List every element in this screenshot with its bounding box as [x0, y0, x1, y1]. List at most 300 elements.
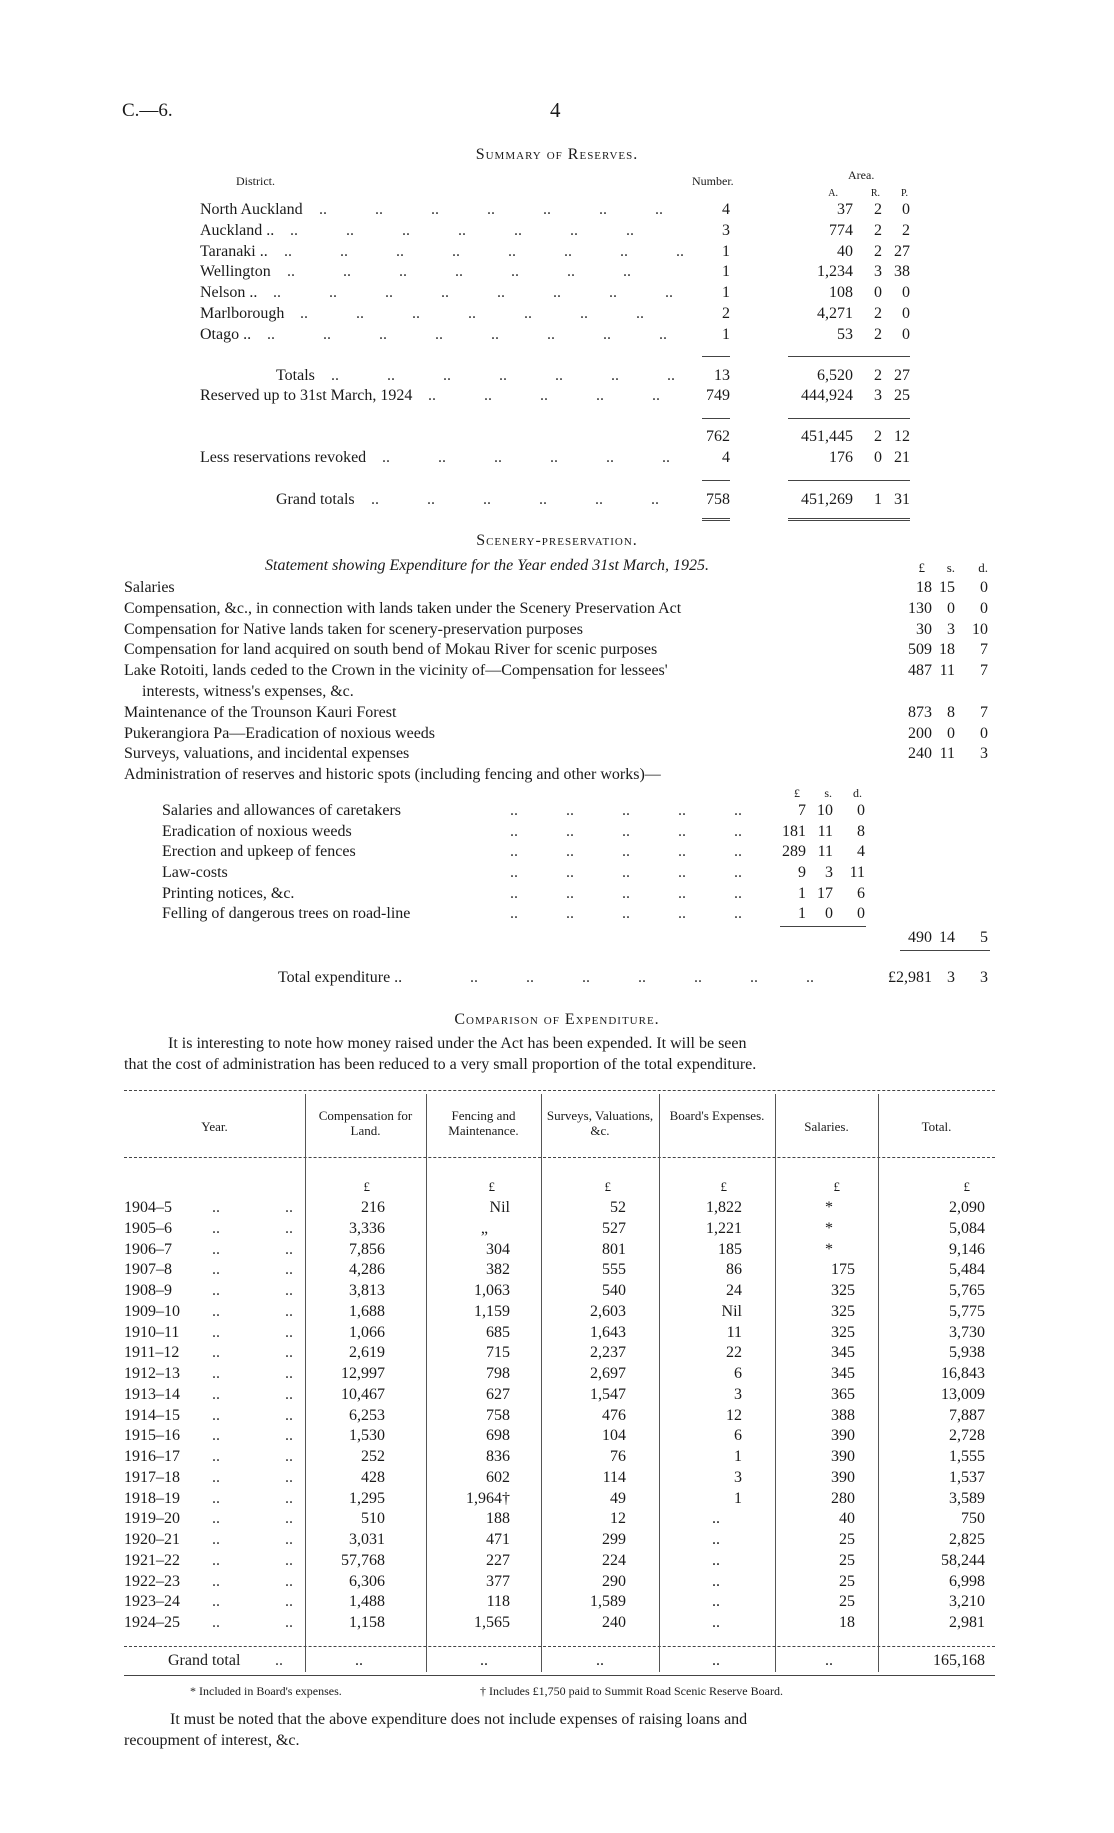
acres-cell: 4,271 [817, 305, 853, 322]
value-cell: 13,009 [941, 1385, 985, 1403]
administration-total [0, 928, 1114, 948]
administration-item [0, 904, 1114, 924]
column-header: Board's Expenses. [669, 1108, 765, 1123]
leader-dots: .. .. .. .. .. [510, 884, 742, 902]
item-label: Lake Rotoiti, lands ceded to the Crown in the vicinity of—Compensation for lessees' [124, 662, 668, 680]
perches-cell: 2 [902, 221, 910, 239]
value-cell: 5,938 [949, 1344, 985, 1362]
pounds-cell: 1 [798, 884, 806, 902]
value-cell: 836 [486, 1448, 510, 1465]
value-cell: 49 [610, 1489, 626, 1507]
column-header: Fencing and Maintenance. [448, 1108, 519, 1138]
currency-unit: £ [488, 1179, 495, 1194]
perches-cell: 25 [894, 387, 910, 404]
acres-cell: 176 [829, 449, 853, 466]
shillings-cell: 3 [825, 864, 833, 881]
pounds-cell: 200 [908, 724, 932, 742]
value-cell: 10,467 [341, 1385, 385, 1403]
shillings-cell: 3 [947, 620, 955, 638]
area-unit-label: P. [901, 188, 908, 199]
value-cell: 7,856 [349, 1240, 385, 1258]
roods-cell: 0 [874, 284, 882, 302]
number-cell: 4 [722, 449, 730, 466]
year-cell: 1921–22 [124, 1551, 180, 1569]
year-cell: 1917–18 [124, 1468, 180, 1486]
rule [702, 480, 730, 481]
perches-cell: 0 [902, 284, 910, 302]
column-header: Salaries. [804, 1119, 849, 1134]
leader-dots: .. [285, 1531, 293, 1548]
area-units [0, 189, 1114, 199]
rule [900, 950, 990, 951]
summary-title: Summary of Reserves. [475, 146, 639, 163]
value-cell: 2,237 [590, 1344, 626, 1362]
roods-cell: 2 [874, 367, 882, 384]
currency-unit: £ [604, 1179, 611, 1194]
table-row [0, 1323, 1114, 1343]
rule [788, 480, 910, 481]
value-cell: 377 [486, 1572, 510, 1590]
leader-dots: .. [285, 1572, 293, 1590]
perches-cell: 31 [894, 491, 910, 508]
leader-dots: .. [285, 1448, 293, 1465]
leader-dots: .. [285, 1365, 293, 1382]
item-label: Law-costs [162, 864, 228, 881]
value-cell: 510 [361, 1510, 385, 1528]
value-cell: .. [712, 1572, 720, 1590]
number-cell: 1 [722, 242, 730, 260]
value-cell: 388 [831, 1406, 855, 1424]
roods-cell: 2 [874, 305, 882, 322]
value-cell: 3 [734, 1468, 742, 1486]
value-cell: 365 [831, 1385, 855, 1403]
table-row [0, 1572, 1114, 1592]
leader-dots: .. [285, 1199, 293, 1216]
value-cell: 2,090 [949, 1199, 985, 1216]
leader-dots: .. [212, 1365, 220, 1382]
value-cell: 325 [831, 1282, 855, 1299]
acres-cell: 451,445 [801, 428, 853, 445]
roods-cell: 3 [874, 387, 882, 404]
pence-cell: 8 [857, 822, 865, 840]
shillings-cell: 18 [939, 641, 955, 659]
item-label: Maintenance of the Trounson Kauri Forest [124, 703, 397, 721]
value-cell: 1,063 [474, 1282, 510, 1299]
leader-dots: .. .. .. .. .. [428, 387, 660, 404]
item-label: Pukerangiora Pa—Eradication of noxious weeds [124, 724, 436, 742]
closing-paragraph-line1: It must be noted that the above expenditure does not include expenses of raising loans and [170, 1711, 748, 1728]
number-cell: 762 [706, 428, 730, 445]
year-cell: 1912–13 [124, 1365, 180, 1382]
number-cell: 1 [722, 263, 730, 281]
value-cell: 227 [486, 1551, 510, 1569]
value-cell: 280 [831, 1489, 855, 1507]
number-cell: 749 [706, 387, 730, 404]
value-cell: 1,295 [349, 1489, 385, 1507]
row-label: Totals [276, 367, 315, 384]
acres-cell: 53 [837, 325, 853, 343]
pence-unit: d. [853, 786, 862, 801]
roods-cell: 2 [874, 201, 882, 218]
table-row [0, 1406, 1114, 1426]
col-number: Number. [692, 174, 734, 188]
perches-cell: 27 [894, 367, 910, 384]
value-cell: 1,537 [949, 1468, 985, 1486]
shillings-cell: 0 [947, 599, 955, 617]
perches-cell: 21 [894, 449, 910, 466]
value-cell: 6,253 [349, 1406, 385, 1424]
value-cell: 801 [602, 1240, 626, 1258]
acres-cell: 774 [829, 221, 853, 239]
grand-total-row [0, 1651, 1114, 1671]
value-cell: 1,964† [466, 1489, 510, 1507]
pounds-cell: 490 [908, 928, 932, 946]
value-cell: 1,555 [949, 1448, 985, 1465]
pence-cell: 0 [980, 724, 988, 742]
pounds-cell: 181 [782, 822, 806, 840]
value-cell: .. [712, 1551, 720, 1569]
administration-item [0, 822, 1114, 842]
currency-unit: £ [720, 1179, 727, 1194]
value-cell: 175 [831, 1261, 855, 1279]
leader-dots: .. .. .. .. .. .. [382, 449, 670, 466]
year-cell: 1922–23 [124, 1572, 180, 1590]
value-cell: 685 [486, 1323, 510, 1341]
number-cell: 2 [722, 305, 730, 322]
acres-cell: 40 [837, 242, 853, 260]
roods-cell: 2 [874, 325, 882, 343]
value-cell: 6 [734, 1427, 742, 1445]
value-cell: 390 [831, 1427, 855, 1445]
value-cell: 540 [602, 1282, 626, 1299]
number-cell: 1 [722, 284, 730, 302]
year-cell: 1908–9 [124, 1282, 172, 1299]
value-cell: 24 [726, 1282, 742, 1299]
col-district: District. [236, 174, 275, 188]
leader-dots: .. [212, 1593, 220, 1611]
table-row [0, 1489, 1114, 1509]
statement-title: Statement showing Expenditure for the Year ended 31st March, 1925. [265, 557, 709, 574]
table-row [0, 1260, 1114, 1280]
acres-cell: 1,234 [817, 263, 853, 281]
value-cell: .. [712, 1614, 720, 1631]
rule [788, 418, 910, 419]
subtotal-row [0, 427, 1114, 447]
leader-dots: .. [212, 1261, 220, 1279]
shillings-cell: 0 [947, 724, 955, 742]
value-cell: 2,981 [949, 1614, 985, 1631]
perches-cell: 12 [894, 428, 910, 445]
table-row [0, 1240, 1114, 1260]
leader-dots: .. [285, 1489, 293, 1507]
header-bottom-rule [124, 1157, 995, 1158]
expenditure-item [0, 640, 1114, 660]
value-cell: 18 [839, 1614, 855, 1631]
value-cell: .. [355, 1652, 363, 1669]
value-cell: .. [712, 1652, 720, 1669]
table-row [0, 1281, 1114, 1301]
row-label: Grand totals [276, 491, 355, 508]
value-cell: 185 [718, 1240, 742, 1258]
table-row [0, 1551, 1114, 1571]
value-cell: 3,730 [949, 1323, 985, 1341]
row-label: Reserved up to 31st March, 1924 [200, 387, 413, 404]
value-cell: 22 [726, 1344, 742, 1362]
summary-row [0, 304, 1114, 324]
currency-row [0, 1177, 1114, 1197]
item-label: Administration of reserves and historic spots (including fencing and other works)— [124, 766, 661, 784]
pounds-cell: 1 [798, 905, 806, 923]
grand-total-value: 165,168 [933, 1652, 985, 1669]
leader-dots: .. [212, 1614, 220, 1631]
table-row [0, 1198, 1114, 1218]
perches-cell: 0 [902, 305, 910, 322]
value-cell: 252 [361, 1448, 385, 1465]
leader-dots: .. [212, 1219, 220, 1237]
table-top-rule [124, 1090, 995, 1091]
grand-totals-row [0, 490, 1114, 510]
expenditure-item [0, 744, 1114, 764]
year-cell: 1907–8 [124, 1261, 172, 1279]
year-cell: 1909–10 [124, 1302, 180, 1320]
row-label: North Auckland [200, 201, 303, 218]
value-cell: 1,066 [349, 1323, 385, 1341]
table-row [0, 1530, 1114, 1550]
year-cell: 1915–16 [124, 1427, 180, 1445]
year-cell: 1918–19 [124, 1489, 180, 1507]
item-label: Compensation for Native lands taken for scenery-preservation purposes [124, 620, 583, 638]
pounds-cell: £2,981 [888, 969, 932, 986]
value-cell: 1,589 [590, 1593, 626, 1611]
pounds-cell: 509 [908, 641, 932, 659]
leader-dots: .. [212, 1531, 220, 1548]
value-cell: 25 [839, 1551, 855, 1569]
table-row [0, 1385, 1114, 1405]
roods-cell: 0 [874, 449, 882, 466]
value-cell: 471 [486, 1531, 510, 1548]
number-cell: 758 [706, 491, 730, 508]
value-cell: 3,813 [349, 1282, 385, 1299]
leader-dots: .. .. .. .. .. [510, 864, 742, 881]
perches-cell: 0 [902, 325, 910, 343]
value-cell: 6 [734, 1365, 742, 1382]
summary-row [0, 283, 1114, 303]
value-cell: Nil [721, 1302, 742, 1320]
pence-cell: 0 [857, 905, 865, 923]
row-label: Wellington [200, 263, 271, 281]
leader-dots: .. .. .. .. .. [510, 905, 742, 923]
value-cell: 345 [831, 1365, 855, 1382]
value-cell: 555 [602, 1261, 626, 1279]
pence-unit: d. [978, 560, 988, 575]
acres-cell: 444,924 [801, 387, 853, 404]
value-cell: 1,643 [590, 1323, 626, 1341]
roods-cell: 1 [874, 491, 882, 508]
shillings-cell: 14 [939, 928, 955, 946]
value-cell: 76 [610, 1448, 626, 1465]
value-cell: 4,286 [349, 1261, 385, 1279]
pence-cell: 7 [980, 662, 988, 680]
value-cell: 1,547 [590, 1385, 626, 1403]
row-label: Auckland .. [200, 221, 275, 239]
value-cell: 750 [961, 1510, 985, 1528]
leader-dots: .. [285, 1344, 293, 1362]
administration-heading [0, 765, 1114, 785]
leader-dots: .. .. .. .. .. [510, 843, 742, 861]
value-cell: „ [480, 1219, 488, 1237]
pence-cell: 4 [857, 843, 865, 861]
value-cell: * [825, 1240, 833, 1258]
year-cell: 1916–17 [124, 1448, 180, 1465]
leader-dots: .. [212, 1468, 220, 1486]
value-cell: 476 [602, 1406, 626, 1424]
value-cell: 304 [486, 1240, 510, 1258]
value-cell: 7,887 [949, 1406, 985, 1424]
pound-unit: £ [918, 560, 925, 575]
shillings-cell: 11 [939, 662, 955, 680]
leader-dots: .. [285, 1385, 293, 1403]
leader-dots: .. .. .. .. .. .. .. [470, 969, 814, 986]
value-cell: 382 [486, 1261, 510, 1279]
value-cell: 6,998 [949, 1572, 985, 1590]
value-cell: .. [825, 1652, 833, 1669]
value-cell: .. [596, 1652, 604, 1669]
currency-unit: £ [963, 1179, 970, 1194]
column-header: Year. [201, 1119, 228, 1134]
value-cell: .. [712, 1531, 720, 1548]
pence-cell: 7 [980, 641, 988, 659]
shillings-cell: 0 [825, 905, 833, 923]
item-label: Salaries and allowances of caretakers [162, 802, 401, 820]
footnote-dagger: † Includes £1,750 paid to Summit Road Scenic Reserve Board. [480, 1684, 783, 1698]
column-header: Surveys, Valuations, &c. [546, 1108, 654, 1138]
value-cell: 1 [734, 1448, 742, 1465]
value-cell: 345 [831, 1344, 855, 1362]
value-cell: 698 [486, 1427, 510, 1445]
value-cell: 715 [486, 1344, 510, 1362]
roods-cell: 3 [874, 263, 882, 281]
value-cell: 602 [486, 1468, 510, 1486]
item-label: Total expenditure .. [278, 969, 403, 986]
administration-item [0, 801, 1114, 821]
value-cell: 16,843 [941, 1365, 985, 1382]
value-cell: 86 [726, 1261, 742, 1279]
pence-cell: 0 [980, 599, 988, 617]
currency-unit: £ [833, 1179, 840, 1194]
year-cell: 1904–5 [124, 1199, 172, 1216]
row-label: Nelson .. [200, 284, 258, 302]
leader-dots: .. [212, 1385, 220, 1403]
leader-dots: .. [285, 1468, 293, 1486]
leader-dots: .. [285, 1406, 293, 1424]
expenditure-item [0, 599, 1114, 619]
item-label: Compensation for land acquired on south bend of Mokau River for scenic purposes [124, 641, 658, 659]
value-cell: 57,768 [341, 1551, 385, 1569]
value-cell: 240 [602, 1614, 626, 1631]
double-rule [702, 518, 730, 521]
comparison-paragraph-line2: that the cost of administration has been reduced to a very small proportion of the total expenditure. [124, 1056, 757, 1073]
expenditure-item-continued [0, 682, 1114, 702]
perches-cell: 38 [894, 263, 910, 281]
value-cell: 428 [361, 1468, 385, 1486]
value-cell: 188 [486, 1510, 510, 1528]
grand-total-label: Grand total [168, 1652, 241, 1669]
value-cell: 2,728 [949, 1427, 985, 1445]
rule [702, 418, 730, 419]
pounds-cell: 873 [908, 703, 932, 721]
pounds-cell: 30 [916, 620, 932, 638]
roods-cell: 2 [874, 428, 882, 445]
leader-dots: .. [212, 1427, 220, 1445]
leader-dots: .. [285, 1219, 293, 1237]
value-cell: 798 [486, 1365, 510, 1382]
value-cell: 25 [839, 1572, 855, 1590]
item-label: Salaries [124, 579, 175, 596]
value-cell: 1,159 [474, 1302, 510, 1320]
expenditure-item [0, 703, 1114, 723]
comparison-paragraph-line1: It is interesting to note how money raised under the Act has been expended. It will be seen [168, 1035, 747, 1052]
area-unit-label: R. [870, 188, 880, 199]
value-cell: 627 [486, 1385, 510, 1403]
leader-dots: .. [212, 1510, 220, 1528]
value-cell: 25 [839, 1531, 855, 1548]
value-cell: 12 [726, 1406, 742, 1424]
value-cell: 2,697 [590, 1365, 626, 1382]
number-cell: 4 [722, 201, 730, 218]
table-row [0, 1509, 1114, 1529]
row-label: Marlborough [200, 305, 285, 322]
year-cell: 1923–24 [124, 1593, 180, 1611]
leader-dots: .. .. .. .. .. .. .. [300, 305, 644, 322]
closing-paragraph-line2: recoupment of interest, &c. [124, 1732, 300, 1749]
value-cell: 1,158 [349, 1614, 385, 1631]
leader-dots: .. .. .. .. .. .. .. .. [284, 242, 684, 260]
value-cell: .. [480, 1652, 488, 1669]
item-label: Eradication of noxious weeds [162, 822, 352, 840]
value-cell: Nil [489, 1199, 510, 1216]
value-cell: 758 [486, 1406, 510, 1424]
rule [788, 356, 910, 357]
shillings-cell: 15 [939, 579, 955, 596]
leader-dots: .. [285, 1614, 293, 1631]
shillings-cell: 11 [939, 745, 955, 763]
leader-dots: .. .. .. .. .. .. .. [287, 263, 631, 281]
column-header: Compensation for Land. [318, 1108, 413, 1138]
footnote-asterisk: * Included in Board's expenses. [190, 1684, 342, 1698]
value-cell: 12 [610, 1510, 626, 1528]
table-row [0, 1302, 1114, 1322]
total-expenditure-row [0, 968, 1114, 988]
item-label: Compensation, &c., in connection with lands taken under the Scenery Preservation Act [124, 599, 682, 617]
value-cell: 3 [734, 1385, 742, 1403]
shillings-cell: 3 [947, 969, 955, 986]
year-cell: 1910–11 [124, 1323, 180, 1341]
leader-dots: .. [212, 1406, 220, 1424]
shilling-unit: s. [946, 560, 955, 575]
pounds-cell: 240 [908, 745, 932, 763]
value-cell: 3,589 [949, 1489, 985, 1507]
value-cell: 1 [734, 1489, 742, 1507]
acres-cell: 451,269 [801, 491, 853, 508]
leader-dots: .. .. .. .. .. .. .. [331, 367, 675, 384]
row-label: Otago .. [200, 325, 252, 343]
currency-unit: £ [363, 1179, 370, 1194]
col-area: Area. [848, 168, 875, 182]
value-cell: 224 [602, 1551, 626, 1569]
value-cell: 2,619 [349, 1344, 385, 1362]
page-number: 4 [550, 98, 561, 122]
expenditure-item [0, 724, 1114, 744]
